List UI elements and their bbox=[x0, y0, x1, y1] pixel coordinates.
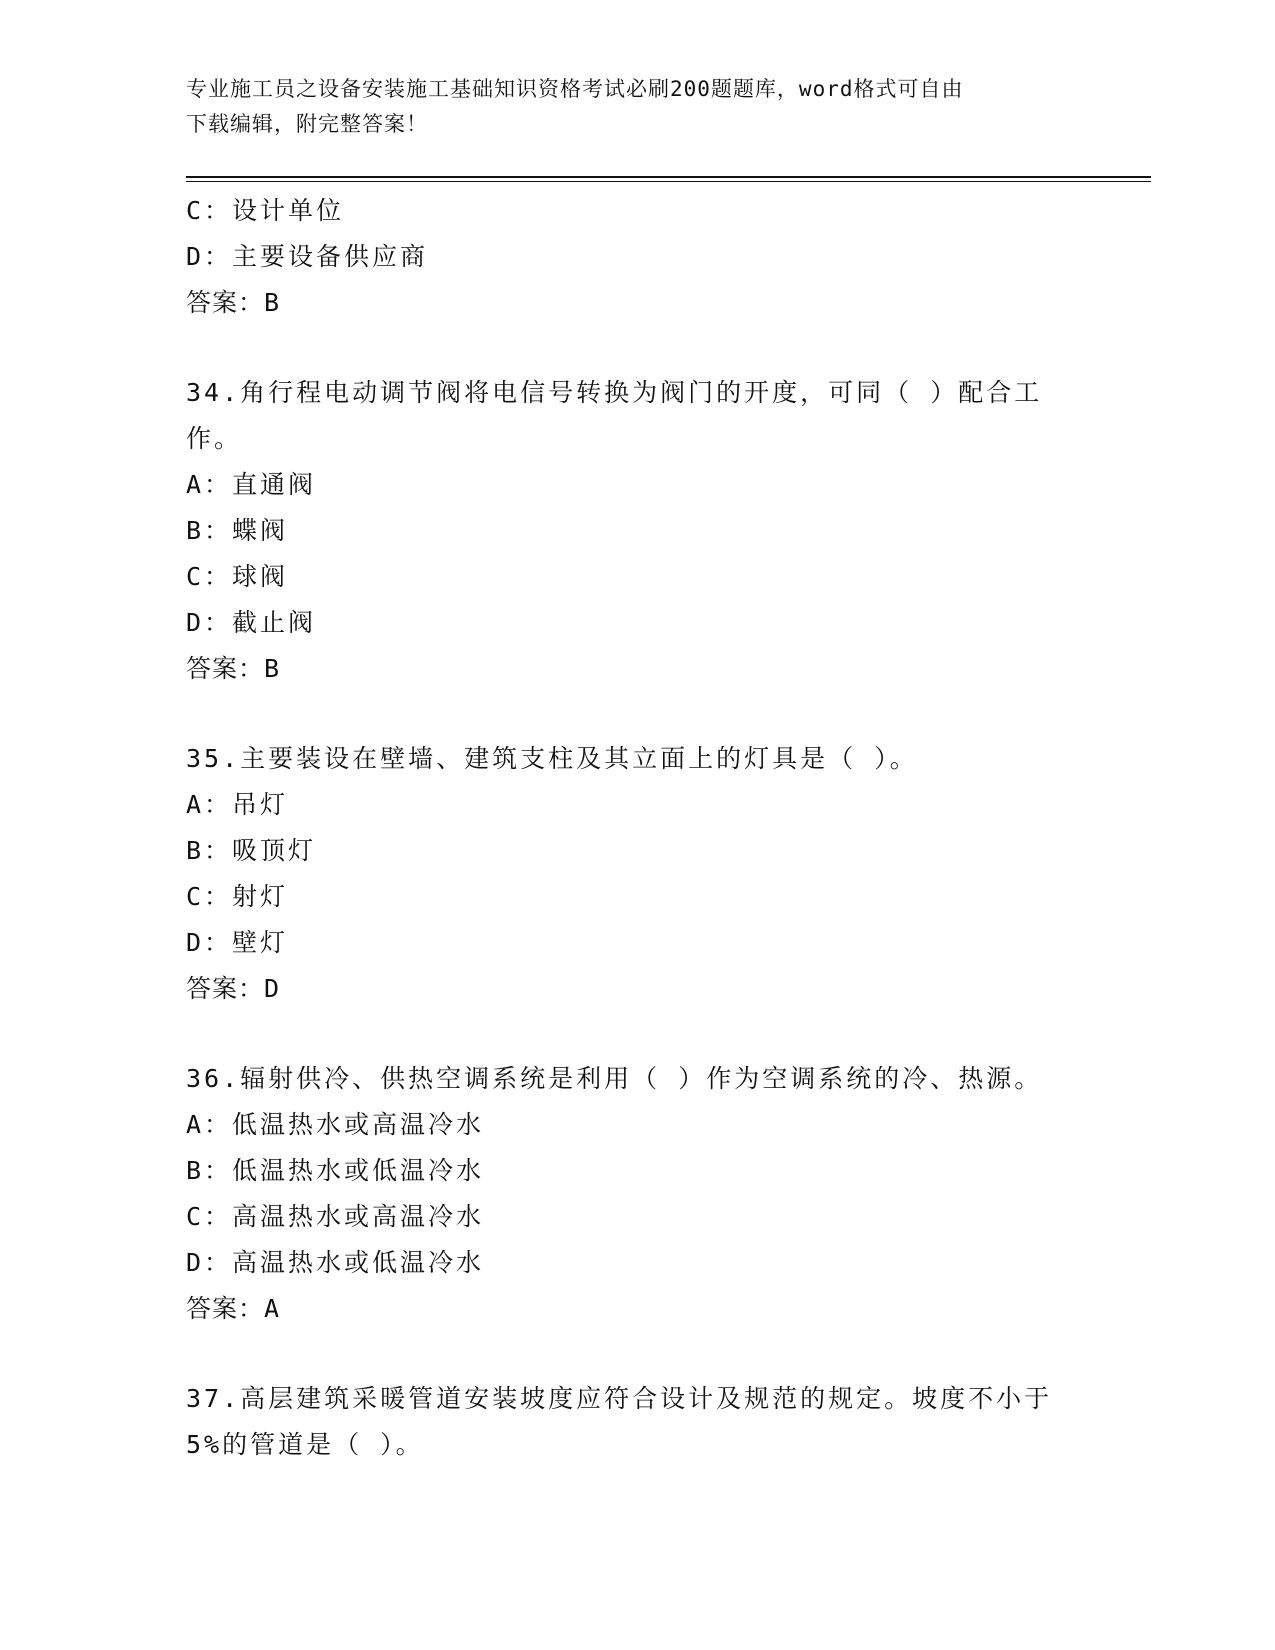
answer: 答案：A bbox=[186, 1294, 281, 1323]
question-stem: 34.角行程电动调节阀将电信号转换为阀门的开度，可同（ ）配合工作。 bbox=[186, 378, 1043, 453]
question-34 bbox=[186, 370, 1086, 692]
header-line-1: 专业施工员之设备安装施工基础知识资格考试必刷200题题库，word格式可自由 bbox=[186, 77, 964, 101]
option-d: D：截止阀 bbox=[186, 608, 317, 637]
header-line-2: 下载编辑，附完整答案！ bbox=[186, 112, 428, 136]
question-36 bbox=[186, 1056, 1086, 1332]
option-b: B：低温热水或低温冷水 bbox=[186, 1156, 485, 1185]
option-b: B：吸顶灯 bbox=[186, 836, 317, 865]
header-rule-thick bbox=[186, 176, 1151, 178]
option-d: D：高温热水或低温冷水 bbox=[186, 1248, 485, 1277]
option-d: D：主要设备供应商 bbox=[186, 242, 429, 271]
option-a: A：低温热水或高温冷水 bbox=[186, 1110, 485, 1139]
option-a: A：吊灯 bbox=[186, 790, 289, 819]
answer: 答案：B bbox=[186, 654, 281, 683]
option-c: C：设计单位 bbox=[186, 196, 345, 225]
question-list bbox=[186, 188, 1086, 1512]
question-stem: 37.高层建筑采暖管道安装坡度应符合设计及规范的规定。坡度不小于5%的管道是（ ）。 bbox=[186, 1384, 1053, 1459]
question-stem: 35.主要装设在壁墙、建筑支柱及其立面上的灯具是（ ）。 bbox=[186, 744, 918, 773]
question-33-partial bbox=[186, 188, 1086, 326]
question-35 bbox=[186, 736, 1086, 1012]
option-b: B：蝶阀 bbox=[186, 516, 289, 545]
header-rule-thin bbox=[186, 181, 1151, 182]
option-c: C：球阀 bbox=[186, 562, 289, 591]
option-c: C：射灯 bbox=[186, 882, 289, 911]
option-d: D：壁灯 bbox=[186, 928, 289, 957]
option-a: A：直通阀 bbox=[186, 470, 317, 499]
answer: 答案：B bbox=[186, 288, 281, 317]
question-stem: 36.辐射供冷、供热空调系统是利用（ ）作为空调系统的冷、热源。 bbox=[186, 1064, 1043, 1093]
option-c: C：高温热水或高温冷水 bbox=[186, 1202, 485, 1231]
answer: 答案：D bbox=[186, 974, 281, 1003]
question-37 bbox=[186, 1376, 1086, 1468]
document-header bbox=[186, 72, 1086, 142]
